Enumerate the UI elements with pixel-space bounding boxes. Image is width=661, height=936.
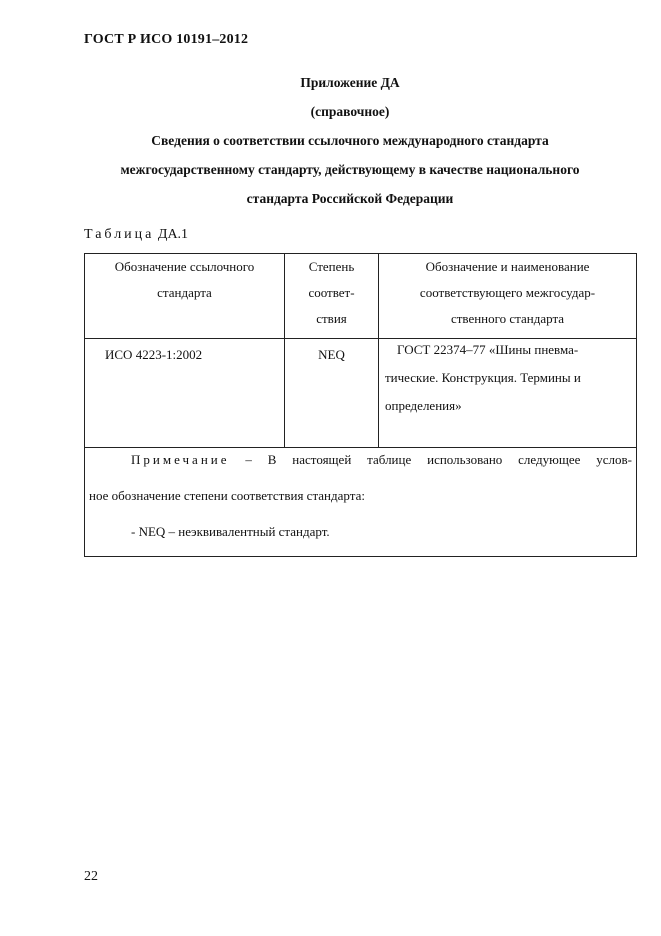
table-caption-number: ДА.1 xyxy=(157,227,189,242)
table-caption-word: Таблица xyxy=(84,227,155,242)
page-number: 22 xyxy=(84,869,98,884)
appendix-heading-block xyxy=(70,68,630,213)
header-degree xyxy=(285,254,379,339)
header-text-line: Степень xyxy=(308,259,355,274)
note-line: ное обозначение степени соответствия стандарта: xyxy=(89,488,365,503)
appendix-type: (справочное) xyxy=(310,104,390,119)
table-header-row xyxy=(85,254,637,339)
header-text-line: соответ- xyxy=(308,285,355,300)
header-text-line: Обозначение и наименование xyxy=(425,259,590,274)
note-line: - NEQ – неэквивалентный стандарт. xyxy=(131,524,330,539)
note-label: Примечание xyxy=(131,452,230,467)
note-line xyxy=(89,449,632,471)
note-cell xyxy=(85,448,637,557)
table-row xyxy=(85,339,637,448)
correspondence-table xyxy=(84,253,637,557)
appendix-title: Приложение ДА xyxy=(300,75,400,90)
national-standard-line: ГОСТ 22374–77 «Шины пневма- xyxy=(397,342,579,357)
cell-degree: NEQ xyxy=(285,339,379,448)
table-caption xyxy=(84,227,188,243)
header-national-standard xyxy=(379,254,637,339)
header-text-line: стандарта xyxy=(157,285,212,300)
header-text-line: Обозначение ссылочного xyxy=(114,259,255,274)
national-standard-line: тические. Конструкция. Термины и xyxy=(385,370,581,385)
table-note-row xyxy=(85,448,637,557)
note-text: – В настоящей таблице использовано следующее услов- xyxy=(245,452,632,467)
appendix-heading-line: межгосударственному стандарту, действующему в качестве национального xyxy=(120,162,580,177)
header-text-line: соответствующего межгосудар- xyxy=(419,285,596,300)
appendix-heading-line: стандарта Российской Федерации xyxy=(246,191,454,206)
cell-ref-standard: ИСО 4223-1:2002 xyxy=(85,339,285,448)
cell-national-standard xyxy=(379,339,637,448)
header-text-line: ствия xyxy=(316,311,347,326)
header-ref-standard xyxy=(85,254,285,339)
appendix-heading-line: Сведения о соответствии ссылочного международного стандарта xyxy=(151,133,549,148)
national-standard-line: определения» xyxy=(385,398,462,413)
document-header: ГОСТ Р ИСО 10191–2012 xyxy=(84,32,249,47)
header-text-line: ственного стандарта xyxy=(450,311,565,326)
